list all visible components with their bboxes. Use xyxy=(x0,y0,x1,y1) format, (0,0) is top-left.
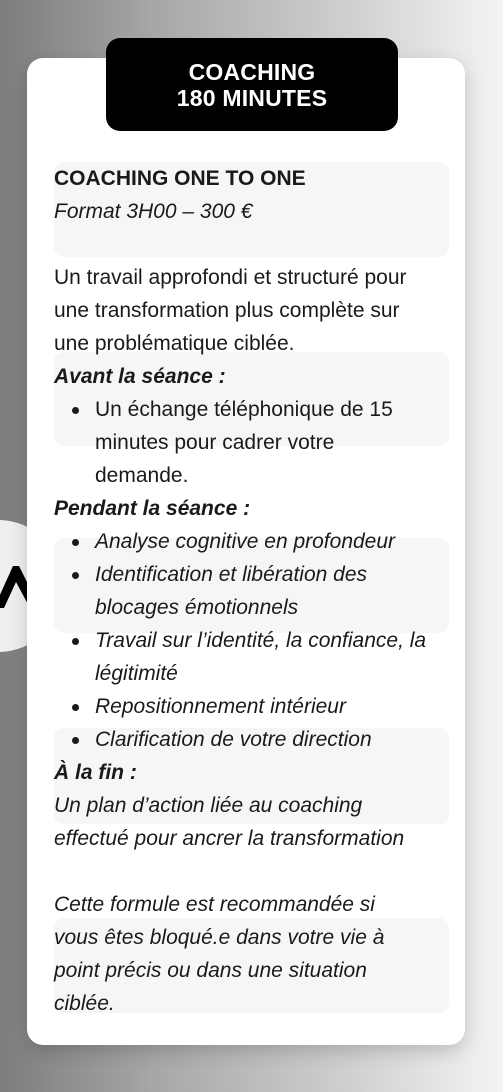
end-heading: À la fin : xyxy=(54,761,137,784)
list-item-line: Analyse cognitive en profondeur xyxy=(95,530,396,553)
list-item xyxy=(54,525,474,558)
recommendation-line: Cette formule est recommandée si xyxy=(54,893,375,916)
end-line: Un plan d’action liée au coaching xyxy=(54,794,363,817)
end-line: effectué pour ancrer la transformation xyxy=(54,827,405,850)
description-line: Un travail approfondi et structuré pour xyxy=(54,266,407,289)
description-line: une transformation plus complète sur xyxy=(54,299,400,322)
list-item xyxy=(54,723,474,756)
list-item xyxy=(54,558,474,624)
list-item-line: blocages émotionnels xyxy=(95,596,299,619)
end-text xyxy=(54,789,404,855)
description xyxy=(54,261,407,360)
list-item xyxy=(54,624,474,690)
before-heading: Avant la séance : xyxy=(54,365,226,388)
list-item-line: Clarification de votre direction xyxy=(95,728,372,751)
list-item xyxy=(54,690,474,723)
during-list xyxy=(54,525,474,756)
offer-format: Format 3H00 – 300 € xyxy=(54,200,253,223)
recommendation-text xyxy=(54,888,384,1020)
list-item-line: minutes pour cadrer votre xyxy=(95,431,335,454)
list-item-line: Identification et libération des xyxy=(95,563,368,586)
list-item-line: Travail sur l’identité, la confiance, la xyxy=(95,629,427,652)
recommendation-line: point précis ou dans une situation xyxy=(54,959,367,982)
before-list xyxy=(54,393,454,492)
recommendation-line: ciblée. xyxy=(54,992,115,1015)
duration-badge xyxy=(106,38,398,131)
list-item-line: Repositionnement intérieur xyxy=(95,695,346,718)
list-item-line: demande. xyxy=(95,464,189,487)
offer-title: COACHING ONE TO ONE xyxy=(54,167,306,190)
badge-line-1: COACHING xyxy=(188,58,316,85)
recommendation-line: vous êtes bloqué.e dans votre vie à xyxy=(54,926,385,949)
description-line: une problématique ciblée. xyxy=(54,332,295,355)
during-heading: Pendant la séance : xyxy=(54,497,251,520)
list-item-line: Un échange téléphonique de 15 xyxy=(95,398,393,421)
list-item-line: légitimité xyxy=(95,662,178,685)
list-item xyxy=(54,393,454,492)
badge-line-2: 180 MINUTES xyxy=(176,84,328,111)
